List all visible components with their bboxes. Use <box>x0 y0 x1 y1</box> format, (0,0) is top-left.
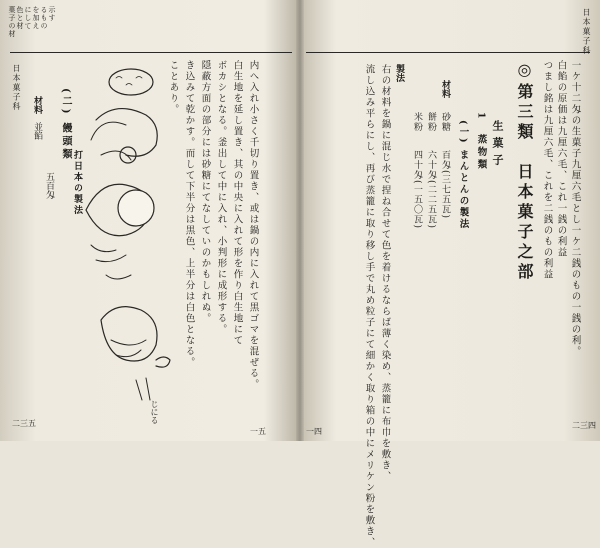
text-column: き込みて乾かす。而して下半分は黒色、上半分は白色となる。 <box>183 60 195 368</box>
method-label: 製法 <box>394 64 404 82</box>
sketch-caption: じにる <box>150 400 159 424</box>
sub-title: 生菓子 <box>491 120 504 171</box>
materials-item: 並餡 <box>32 122 42 140</box>
text-column: 隠蔽方面の部分には砂糖にてなしていのかもしれぬ。 <box>199 60 211 324</box>
left-page <box>0 0 298 441</box>
margin-note-line: にして <box>24 6 32 30</box>
section-subtitle: 打日本の製法 <box>72 150 82 216</box>
page-number: 二三四 <box>572 421 596 430</box>
method-column: 流し込み平らにし、再び蒸籠に取り移し手で丸め粒子にて細かく取り箱の中にメリケン粉を敷き、 <box>363 64 375 548</box>
text-column: 一ケ十二匁の生菓子九厘六毛とし一ケ二銭のもの一銭の利。 <box>569 60 581 357</box>
sketch-hand-1 <box>96 109 157 157</box>
method-column: 右の材料を鍋に混じ水で捏ね合せて色を着けるならば薄く染め、蒸籠に布巾を敷き、 <box>379 64 391 482</box>
text-column: 白生地を延し置き、其の中央に入れて形を作り白生地にて <box>231 60 243 346</box>
materials-label: 材料 <box>32 96 42 114</box>
sketch-swirl <box>156 357 170 367</box>
margin-note-line: 示す <box>48 6 56 22</box>
margin-note-line: 色と材 <box>16 6 24 30</box>
section-title: (一) まんとんの製法 <box>457 120 469 231</box>
top-rule <box>10 52 292 53</box>
chapter-title: ◎第三類 日本菓子之部 <box>515 60 534 283</box>
text-column: つまし銘は九厘六毛、これを二銭のもの利益 <box>541 60 553 280</box>
sketch-manju-ball <box>118 190 154 226</box>
page-header: 日本菓子科 <box>582 8 591 56</box>
page-mark: 一四 <box>306 427 322 436</box>
sketch-strokes <box>86 69 170 400</box>
text-column: ことあり。 <box>167 60 179 115</box>
margin-note-line: を加え <box>32 6 40 30</box>
section-title: (二) 饅頭類 <box>60 88 71 162</box>
text-column: 内へ入れ小さく千切り置き、或は鍋の内に入れて黒ゴマを混ぜる。 <box>247 60 259 390</box>
margin-note-line: るもの <box>40 6 48 30</box>
sketch-manju-top <box>109 69 153 95</box>
sketch-hand-3 <box>101 307 157 361</box>
margin-note-line: 菓子の材 <box>8 6 16 38</box>
text-column: 白餡の原価は九厘六毛、これ一銭の利益 <box>555 60 567 258</box>
section-number: 1 蒸物類 <box>475 112 487 172</box>
materials-label: 材料 <box>440 80 450 98</box>
materials-qty: 五百匁 <box>44 172 54 199</box>
material-qty: 四十匁(一五〇瓦) <box>412 150 422 230</box>
page-number: 二三五 <box>12 419 36 428</box>
text-column: ボカシとなる。釜出して中に入れ、小判形に成形する。 <box>215 60 227 335</box>
sketch-illustration <box>76 60 171 422</box>
top-rule <box>306 52 590 53</box>
material-qty: 六十匁(二二五瓦) <box>426 150 436 230</box>
material-qty: 百匁(三七五瓦) <box>440 150 450 220</box>
page-header: 日本菓子科 <box>12 64 21 112</box>
material-name: 餅粉 <box>426 112 436 132</box>
right-page <box>302 0 600 548</box>
material-name: 砂糖 <box>440 112 450 132</box>
material-name: 米粉 <box>412 112 422 132</box>
page-mark: 一五 <box>250 427 266 436</box>
